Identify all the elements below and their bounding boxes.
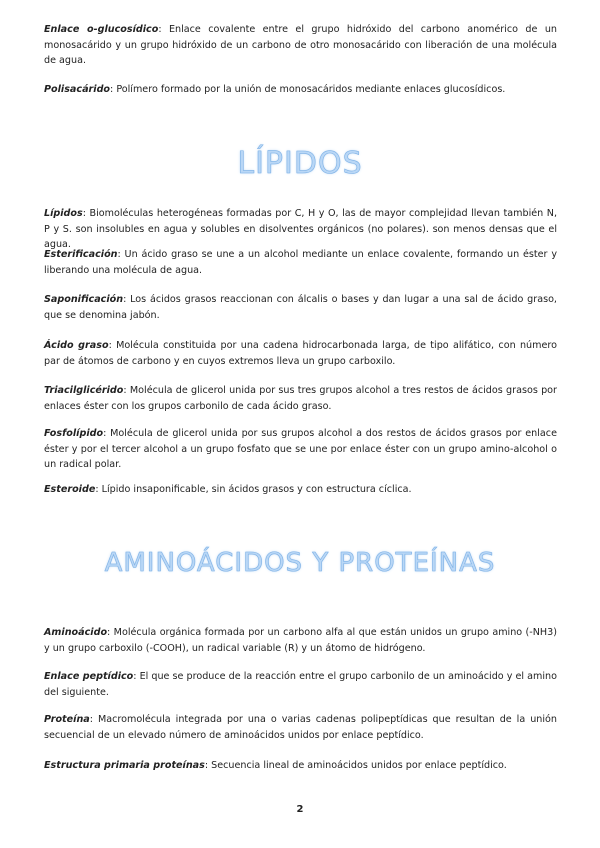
definition-term: Proteína bbox=[44, 714, 90, 725]
definition-text: : Molécula de glicerol unida por sus tres grupos alcohol a tres restos de ácidos grasos por enlaces éster con los grupos carbonilo de cada ácido graso. bbox=[44, 385, 557, 412]
definition-triacilglicerido bbox=[44, 383, 557, 414]
definition-term: Polisacárido bbox=[44, 84, 111, 95]
definition-text: : Polímero formado por la unión de monosacáridos mediante enlaces glucosídicos. bbox=[110, 84, 506, 95]
definition-estructura-primaria-proteinas bbox=[44, 758, 557, 774]
definition-text: : Molécula de glicerol unida por sus grupos alcohol a dos restos de ácidos grasos por enlace éster y por el tercer alcohol a un grupo fosfato que se une por enlace éster con un grupo amino-alcohol o un radical polar. bbox=[44, 428, 557, 470]
section-title-lipidos: LÍPIDOS bbox=[237, 146, 363, 181]
section-title-aminoacidos-proteinas: AMINOÁCIDOS Y PROTEÍNAS bbox=[104, 548, 496, 578]
definition-text: : Molécula constituida por una cadena hidrocarbonada larga, de tipo alifático, con número par de átomos de carbono y en cuyos extremos lleva un grupo carboxilo. bbox=[44, 340, 557, 367]
definition-term: Ácido graso bbox=[44, 340, 109, 351]
definition-text: : Enlace covalente entre el grupo hidróxido del carbono anomérico de un monosacárido y un grupo hidróxido de un carbono de otro monosacárido con liberación de una molécula de agua. bbox=[44, 24, 557, 66]
definition-text: : El que se produce de la reacción entre el grupo carbonilo de un aminoácido y el amino del siguiente. bbox=[44, 671, 558, 698]
definition-text: : Los ácidos grasos reaccionan con álcalis o bases y dan lugar a una sal de ácido graso, que se denomina jabón. bbox=[44, 294, 557, 321]
definition-term: Saponificación bbox=[44, 294, 124, 305]
definition-enlace-o-glucosidico bbox=[44, 22, 557, 69]
definition-text: : Un ácido graso se une a un alcohol mediante un enlace covalente, formando un éster y liberando una molécula de agua. bbox=[44, 249, 557, 276]
definition-esteroide bbox=[44, 482, 557, 498]
definition-term: Enlace o-glucosídico bbox=[44, 24, 159, 35]
page-number: 2 bbox=[296, 804, 304, 815]
definition-enlace-peptidico bbox=[44, 669, 557, 700]
definition-lipidos bbox=[44, 206, 557, 253]
definition-term: Esterificación bbox=[44, 249, 118, 260]
definition-polisacarido bbox=[44, 82, 557, 98]
definition-text: : Macromolécula integrada por una o varias cadenas polipeptídicas que resultan de la unión secuencial de un elevado número de aminoácidos unidos por enlace peptídico. bbox=[44, 714, 557, 741]
definition-term: Aminoácido bbox=[44, 627, 108, 638]
definition-term: Estructura primaria proteínas bbox=[44, 760, 205, 771]
definition-fosfolipido bbox=[44, 426, 557, 473]
definition-acido-graso bbox=[44, 338, 557, 369]
definition-aminoacido bbox=[44, 625, 557, 656]
definition-text: : Lípido insaponificable, sin ácidos grasos y con estructura cíclica. bbox=[95, 484, 412, 495]
definition-term: Fosfolípido bbox=[44, 428, 104, 439]
definition-proteina bbox=[44, 712, 557, 743]
definition-esterificacion bbox=[44, 247, 557, 278]
definition-term: Esteroide bbox=[44, 484, 96, 495]
definition-term: Lípidos bbox=[44, 208, 83, 219]
definition-text: : Biomoléculas heterogéneas formadas por C, H y O, las de mayor complejidad llevan también N, P y S. son insolubles en agua y solubles en disolventes orgánicos (no polares). son menos densas que el agua. bbox=[44, 208, 557, 250]
definition-term: Enlace peptídico bbox=[44, 671, 134, 682]
definition-text: : Secuencia lineal de aminoácidos unidos por enlace peptídico. bbox=[204, 760, 507, 771]
definition-term: Triacilglicérido bbox=[44, 385, 124, 396]
definition-saponificacion bbox=[44, 292, 557, 323]
definition-text: : Molécula orgánica formada por un carbono alfa al que están unidos un grupo amino (-NH3) y un grupo carboxilo (-COOH), un radical variable (R) y un átomo de hidrógeno. bbox=[44, 627, 557, 654]
